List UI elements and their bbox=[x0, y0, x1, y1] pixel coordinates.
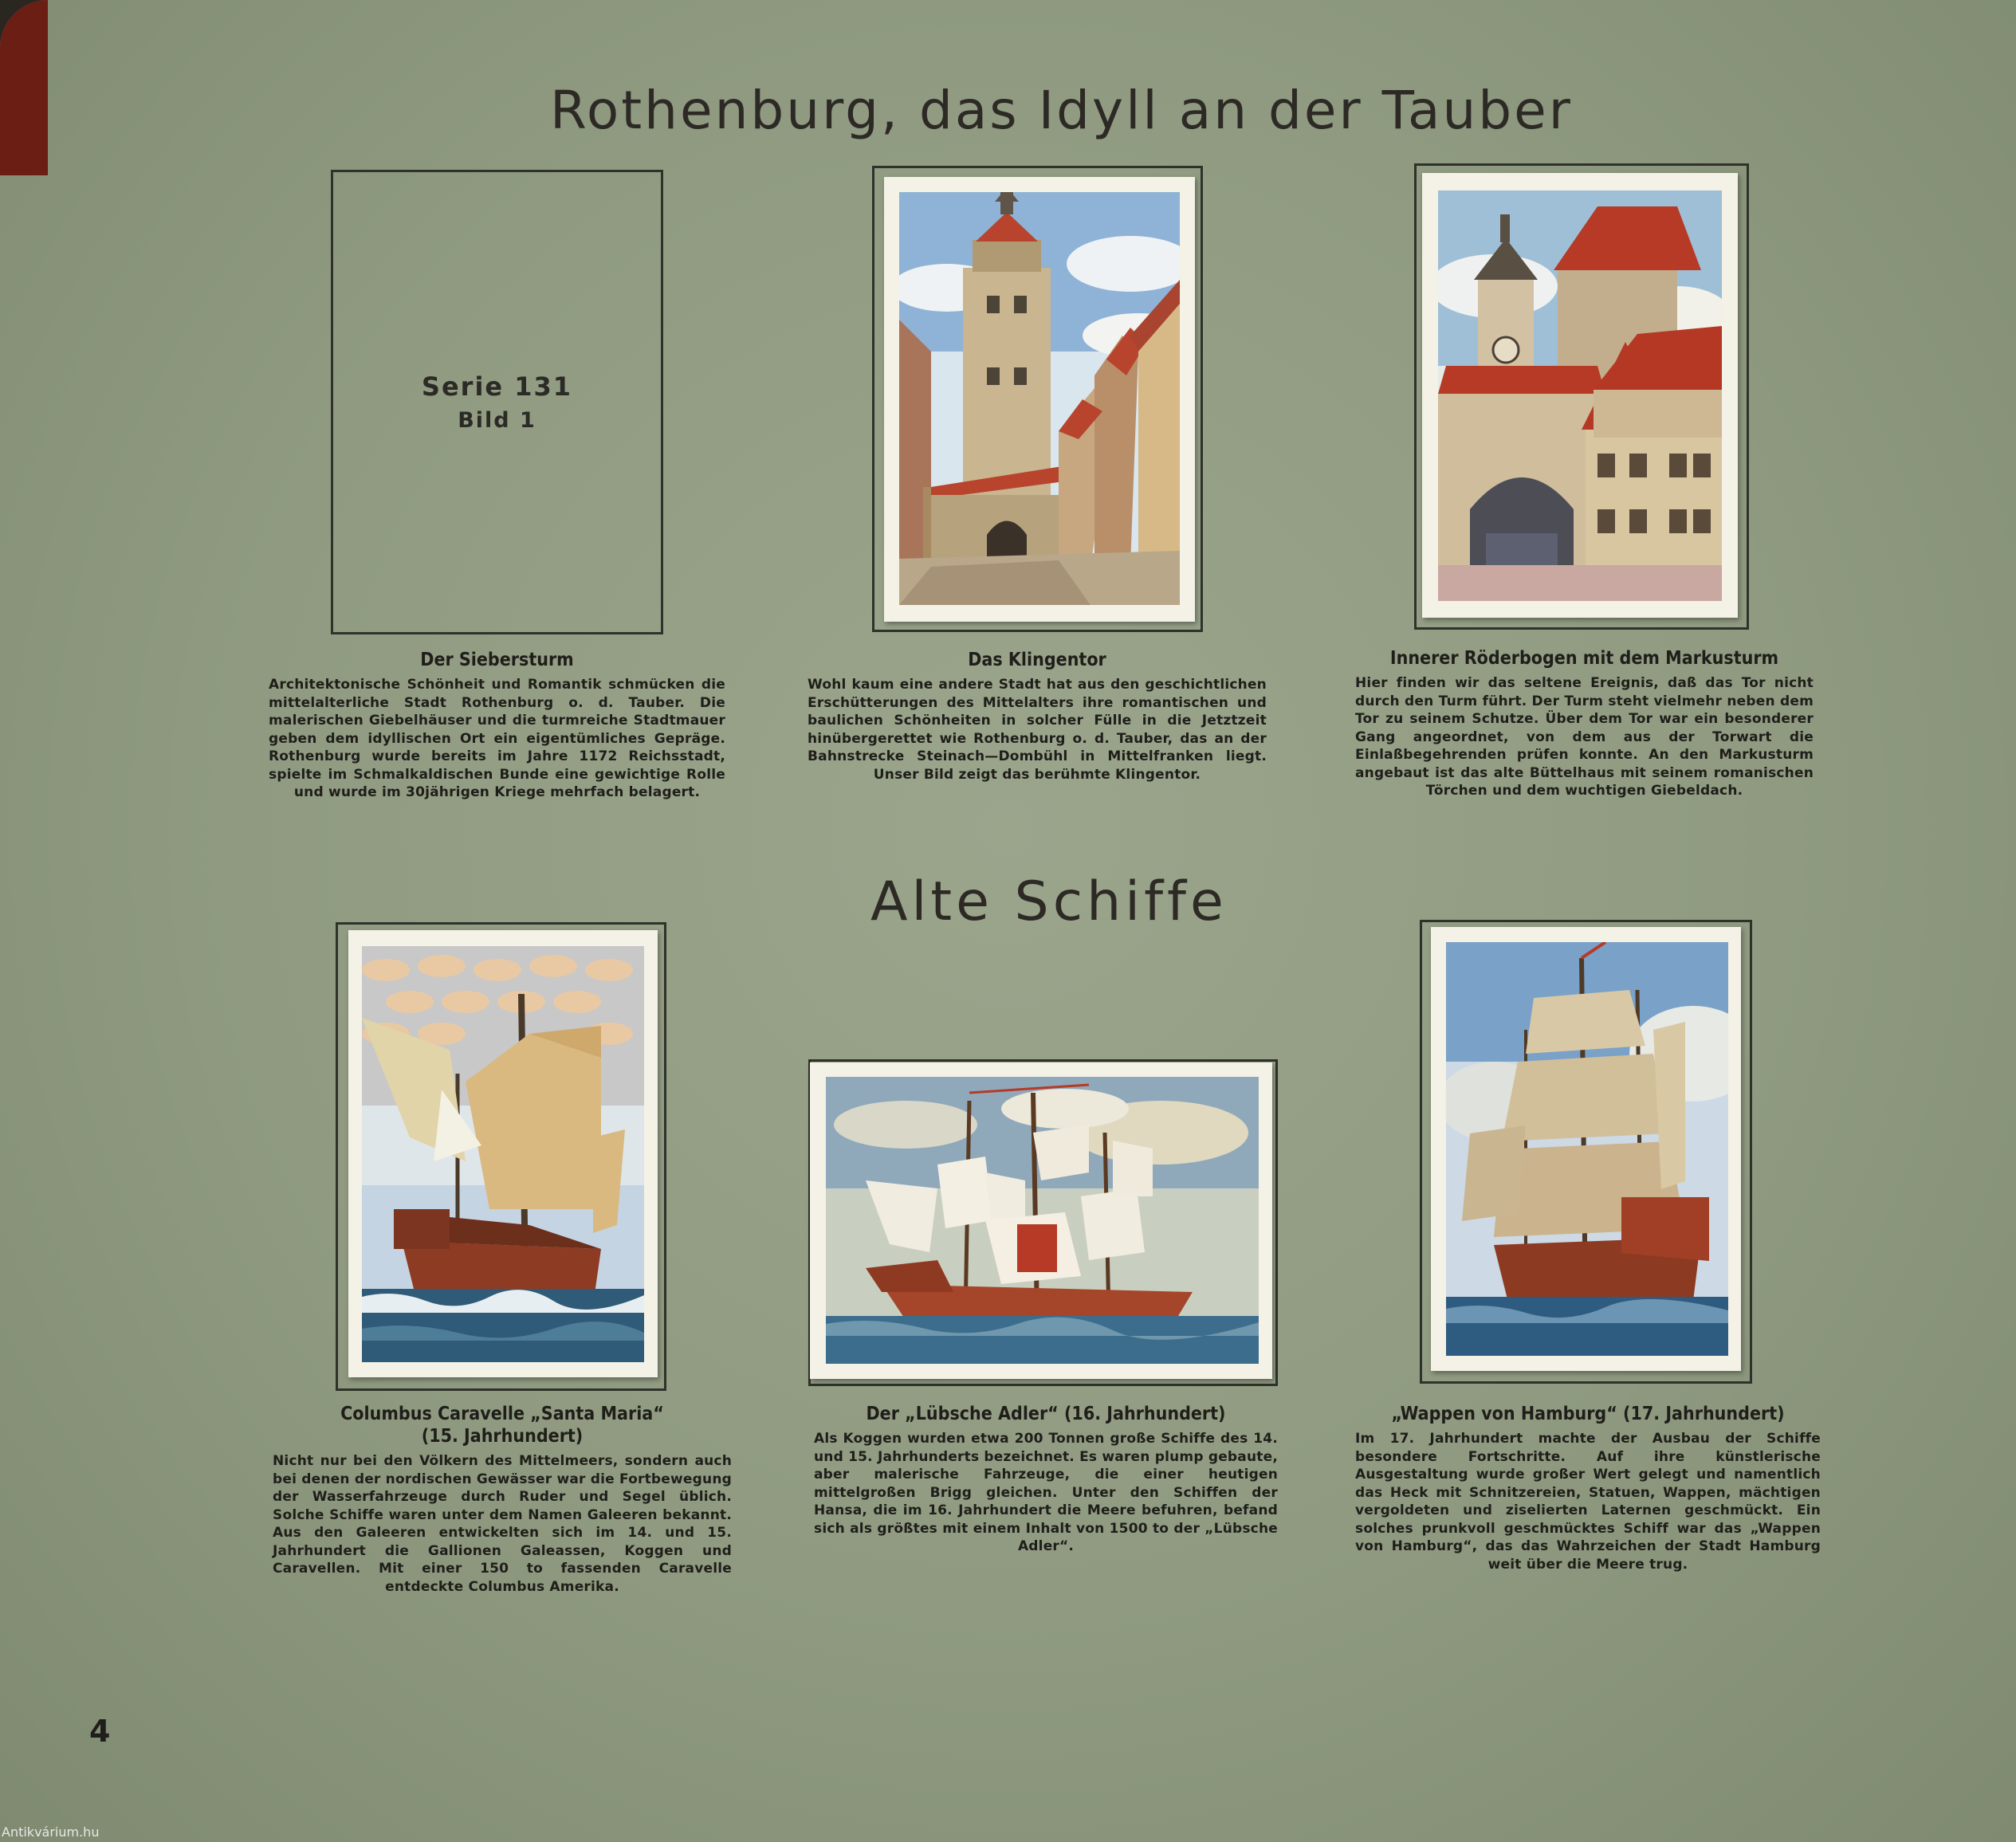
illustration-luebsche-adler bbox=[826, 1077, 1259, 1364]
caption-roederbogen bbox=[1355, 647, 1814, 800]
series-label: Serie 131 bbox=[421, 371, 573, 402]
caption-text: Als Koggen wurden etwa 200 Tonnen große Schiffe des 14. und 15. Jahrhunderts bezeichnet. Es waren plump gebaute, aber malerische Fahrzeuge, die einer heutigen mittelgroßen Brigg gleichen. Unter den Schiffen der Hansa, die im 16. Jahrhundert die Meere befuhren, befand sich als größtes mit einem Inhalt von 1500 to der „Lübsche Adler“. bbox=[814, 1431, 1278, 1554]
caption-text: Nicht nur bei den Völkern des Mittelmeers, sondern auch bei denen der nordischen Gewässer war die Fortbewegung der Wasserfahrzeuge durch Ruder und Segel üblich. Solche Schiffe waren unter dem Namen Galeeren bekannt. Aus den Galeeren entwickelten sich im 14. und 15. Jahrhundert die Gallionen Galeassen, Koggen und Caravellen. Mit einer 150 to fassenden Caravelle entdeckte Columbus Amerika. bbox=[273, 1453, 732, 1595]
caption-luebsche-adler bbox=[814, 1403, 1278, 1556]
caption-title: „Wappen von Hamburg“ (17. Jahrhundert) bbox=[1391, 1404, 1785, 1424]
illustration-santa-maria bbox=[362, 946, 644, 1362]
caption-santa-maria bbox=[273, 1403, 732, 1596]
caption-siebersturm bbox=[269, 649, 725, 802]
illustration-klingentor bbox=[899, 192, 1180, 605]
card-luebsche-adler[interactable] bbox=[810, 1062, 1272, 1379]
caption-title: Der Siebersturm bbox=[420, 650, 574, 670]
caption-text: Hier finden wir das seltene Ereignis, daß das Tor nicht durch den Turm führt. Der Turm steht vielmehr neben dem Tor zu seinem Schutze. Über dem Tor war ein besonderer Gang angeordnet, von dem aus der Torwart die Einlaßbegehrenden prüfen konnte. An den Markusturm angebaut ist das alte Büttelhaus mit seinem romanischen Törchen und dem wuchtigen Giebeldach. bbox=[1355, 675, 1814, 799]
caption-text: Im 17. Jahrhundert machte der Ausbau der Schiffe besondere Fortschritte. Auf ihre künstlerische Ausgestaltung wurde großer Wert gelegt und namentlich das Heck mit Schnitzereien, Statuen, Wappen, mächtigen vergoldeten und ziselierten Laternen geschmückt. Ein solches prunkvoll geschmücktes Schiff war das „Wappen von Hamburg“, das das Wahrzeichen der Stadt Hamburg weit über die Meere trug. bbox=[1355, 1431, 1821, 1573]
illustration-roederbogen bbox=[1438, 190, 1722, 601]
card-roederbogen[interactable] bbox=[1422, 173, 1738, 618]
watermark: Antikvárium.hu bbox=[2, 1824, 100, 1840]
caption-text: Wohl kaum eine andere Stadt hat aus den geschichtlichen Erschütterungen des Mittelalters ihre romantischen und baulichen Schönheiten in solcher Fülle in die Jetztzeit hinübergerettet wie Rothenburg o. d. Tauber, das an der Bahnstrecke Steinach—Dombühl in Mittelfranken liegt. Unser Bild zeigt das berühmte Klingentor. bbox=[808, 677, 1267, 783]
illustration-wappen-von-hamburg bbox=[1446, 942, 1728, 1356]
card-santa-maria[interactable] bbox=[348, 930, 658, 1377]
page-number: 4 bbox=[89, 1714, 111, 1749]
caption-title: Columbus Caravelle „Santa Maria“ (15. Jahrhundert) bbox=[340, 1404, 664, 1447]
caption-title: Das Klingentor bbox=[968, 650, 1106, 670]
caption-title: Innerer Röderbogen mit dem Markusturm bbox=[1389, 648, 1779, 669]
picture-number-label: Bild 1 bbox=[458, 408, 536, 433]
caption-klingentor bbox=[808, 649, 1267, 784]
empty-card-slot[interactable] bbox=[331, 170, 663, 634]
binding-corner bbox=[0, 0, 48, 175]
caption-text: Architektonische Schönheit und Romantik schmücken die mittelalterliche Stadt Rothenburg o. d. Tauber. Die malerischen Giebelhäuser und die turmreiche Stadtmauer geben dem idyllischen Ort ein eigentümliches Gepräge. Rothenburg wurde bereits im Jahre 1172 Reichsstadt, spielte im Schmalkaldischen Bunde eine gewichtige Rolle und wurde im 30jährigen Kriege mehrfach belagert. bbox=[269, 677, 725, 800]
section-title-rothenburg: Rothenburg, das Idyll an der Tauber bbox=[550, 80, 1573, 141]
section-title-alte-schiffe: Alte Schiffe bbox=[870, 870, 1228, 933]
card-wappen-von-hamburg[interactable] bbox=[1431, 927, 1741, 1371]
card-klingentor[interactable] bbox=[884, 177, 1195, 622]
caption-title: Der „Lübsche Adler“ (16. Jahrhundert) bbox=[866, 1404, 1226, 1424]
caption-wappen-von-hamburg bbox=[1355, 1403, 1821, 1573]
